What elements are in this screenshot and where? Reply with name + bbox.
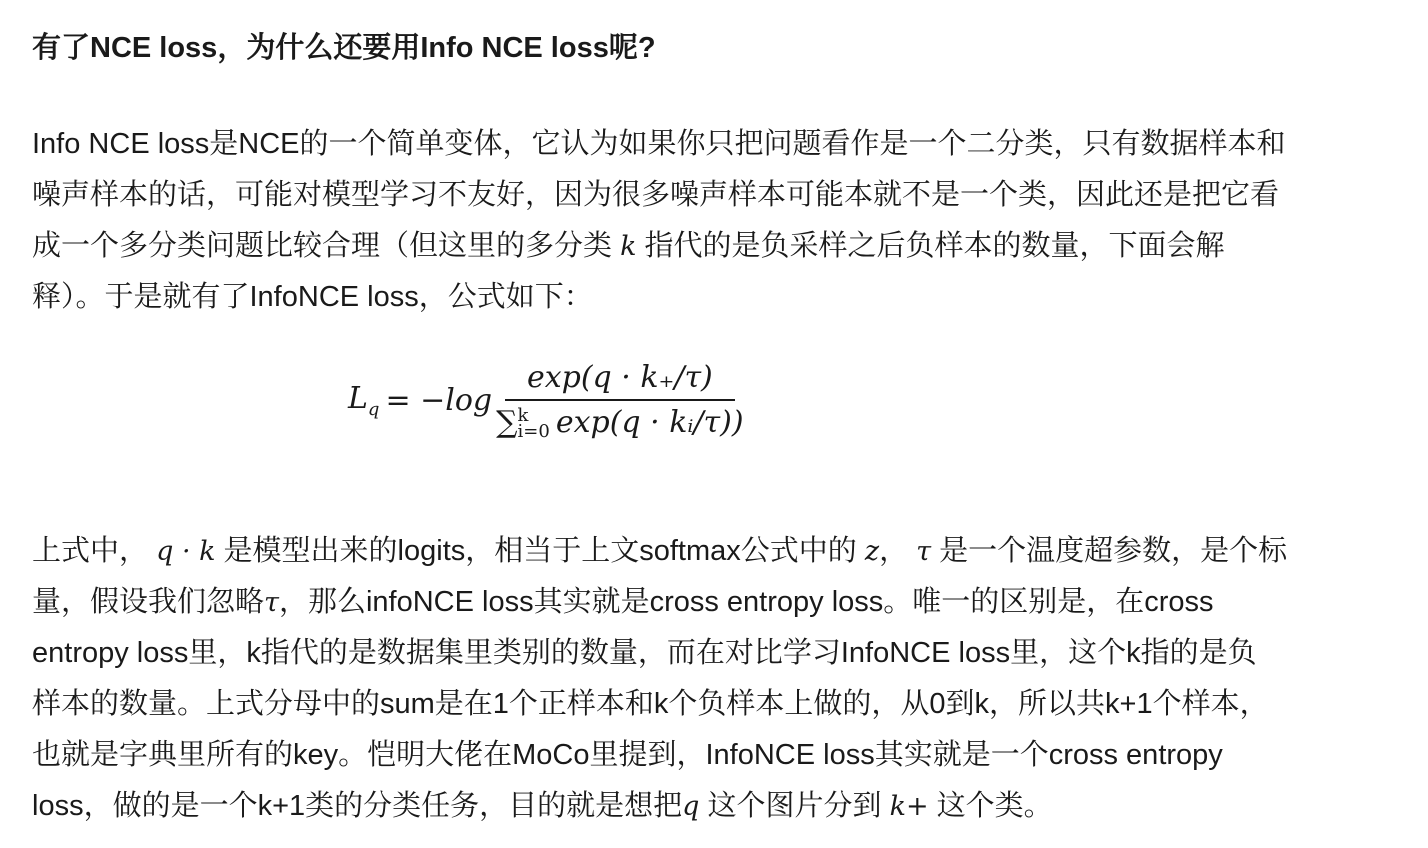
paragraph-line: 量，假设我们忽略τ，那么infoNCE loss其实就是cross entropy loss。唯一的区别是，在cross (32, 586, 1214, 618)
formula-denominator: ∑ k i=0 exp(q · kᵢ/τ)) (496, 405, 744, 442)
intro-paragraph (32, 119, 1412, 323)
sum-symbol: ∑ k i=0 (496, 405, 550, 442)
paragraph-line: Info NCE loss是NCE的一个简单变体，它认为如果你只把问题看作是一个二分类，只有数据样本和 (32, 128, 1286, 160)
paragraph-line: 噪声样本的话，可能对模型学习不友好，因为很多噪声样本可能本就不是一个类，因此还是把它看 (32, 179, 1280, 211)
infonce-formula (348, 360, 744, 440)
formula-fraction (496, 360, 743, 440)
paragraph-line: 样本的数量。上式分母中的sum是在1个正样本和k个负样本上做的，从0到k，所以共k+1个样本， (32, 688, 1269, 720)
formula-lhs: $L_q$ (348, 380, 380, 420)
paragraph-line: 成一个多分类问题比较合理（但这里的多分类 k 指代的是负采样之后负样本的数量，下面会解 (32, 230, 1225, 262)
paragraph-line: loss，做的是一个k+1类的分类任务，目的就是想把q 这个图片分到 k+ 这个类。 (32, 790, 1053, 822)
paragraph-line: 上式中， q · k 是模型出来的logits，相当于上文softmax公式中的 z， τ 是一个温度超参数，是个标 (32, 535, 1288, 567)
formula-neg-log: = −log (385, 382, 493, 418)
section-heading: 有了NCE loss，为什么还要用Info NCE loss呢? (32, 32, 656, 64)
paragraph-line: 也就是字典里所有的key。恺明大佬在MoCo里提到，InfoNCE loss其实就是一个cross entropy (32, 739, 1223, 771)
formula-numerator: exp(q · k₊/τ) (505, 360, 735, 401)
paragraph-line: 释）。于是就有了InfoNCE loss，公式如下： (32, 281, 593, 313)
explanation-paragraph (32, 526, 1412, 832)
paragraph-line: entropy loss里，k指代的是数据集里类别的数量，而在对比学习InfoNCE loss里，这个k指的是负 (32, 637, 1257, 669)
math-k: k (620, 231, 637, 262)
